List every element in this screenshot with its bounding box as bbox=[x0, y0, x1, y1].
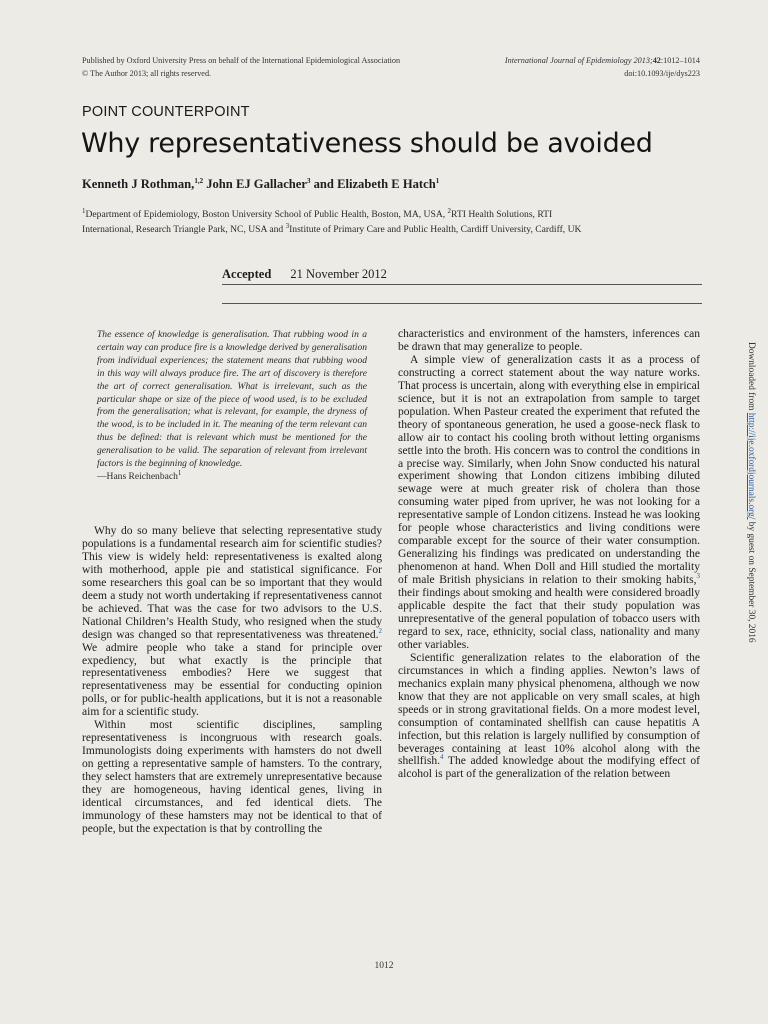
journal-link[interactable]: http://ije.oxfordjournals.org/ bbox=[746, 412, 756, 520]
accepted-info bbox=[222, 267, 387, 282]
journal-info bbox=[440, 55, 700, 80]
affiliation-text: Institute of Primary Care and Public Health, Cardiff University, Cardiff, UK bbox=[289, 224, 582, 235]
affiliation-text: International, Research Triangle Park, NC, USA and bbox=[82, 224, 286, 235]
author-name: John EJ Gallacher bbox=[203, 177, 307, 191]
paragraph-text: We admire people who take a stand for principle over expediency, but what exactly is the principle that representativeness embodies? Here we suggest that representativeness may be essential for conducting opinion polls, or for public-health applications, but it is not a reasonable aim for a scientific study. bbox=[82, 641, 382, 719]
reference-marker: 4 bbox=[440, 753, 444, 762]
paragraph-text: The added knowledge about the modifying effect of alcohol is part of the generalization of the relation between bbox=[398, 755, 700, 781]
left-column bbox=[82, 525, 382, 836]
journal-citation bbox=[440, 55, 700, 68]
affiliation-marker: 3 bbox=[285, 221, 290, 230]
body-paragraph bbox=[398, 354, 700, 652]
affiliation-marker: 1 bbox=[435, 176, 440, 185]
section-label: POINT COUNTERPOINT bbox=[82, 104, 250, 120]
download-note bbox=[746, 342, 756, 643]
affiliation-line bbox=[82, 207, 702, 222]
accepted-divider bbox=[222, 303, 702, 304]
reference-marker: 2 bbox=[378, 626, 382, 635]
body-paragraph: Within most scientific disciplines, sampling representativeness is incongruous with research goals. Immunologists doing experiments with hamsters do not dwell on getting a representative sample of hamsters. To the contrary, they select hamsters that are extremely unrepresentative because they are homogeneous, having identical genes, living in identical circumstances, and fed identical diets. The immunology of these hamsters may not be identical to that of people, but the expectation is that by controlling the bbox=[82, 719, 382, 835]
doi: doi:10.1093/ije/dys223 bbox=[624, 68, 700, 78]
article-title: Why representativeness should be avoided bbox=[81, 128, 653, 159]
journal-pages: :1012–1014 bbox=[660, 56, 700, 65]
author-name: and Elizabeth E Hatch bbox=[310, 177, 436, 191]
epigraph-attribution bbox=[97, 468, 367, 484]
journal-volume: 42 bbox=[652, 56, 661, 65]
reference-marker: 1 bbox=[177, 468, 182, 477]
body-paragraph bbox=[398, 652, 700, 782]
author-list bbox=[82, 177, 439, 192]
download-note-suffix: by guest on September 30, 2016 bbox=[746, 519, 756, 643]
body-paragraph bbox=[82, 525, 382, 719]
paragraph-text: Scientific generalization relates to the elaboration of the circumstances in which a finding applies. Newton’s laws of mechanics explain many physical phenomena, although we now know that they are not applicable on very small scales, at high speeds or in strong gravitational fields. On a more modest level, consumption of contaminated shellfish can cause hepatitis A infection, but this relation is largely nullified by consumption of beverages containing at least 10% alcohol along with the shellfish. bbox=[398, 651, 700, 768]
epigraph-quote: The essence of knowledge is generalisation. That rubbing wood in a certain way can produce fire is a knowledge derived by generalisation from individual experiences; the statement means that rubbing wood in this way will always produce fire. The art of discovery is therefore the art of correct generalisation. What is irrelevant, such as the particular shape or size of the piece of wood used, is to be excluded from the generalisation; what is relevant, for example, the dryness of the wood, is to be included in it. The meaning of the term relevant can thus be defined: that is relevant which must be mentioned for the generalisation to be valid. The separation of relevant from irrelevant factors is the beginning of knowledge. bbox=[97, 329, 367, 470]
publisher-info bbox=[82, 55, 482, 80]
accepted-label: Accepted bbox=[222, 267, 272, 281]
journal-name: International Journal of Epidemiology 2013; bbox=[504, 56, 653, 65]
download-note-prefix: Downloaded from bbox=[746, 342, 756, 413]
accepted-date: 21 November 2012 bbox=[290, 267, 387, 281]
affiliation-marker: 1,2 bbox=[194, 176, 204, 185]
paragraph-text: Why do so many believe that selecting representative study populations is a fundamental research aim for scientific studies? This view is widely held: representativeness is exalted along with motherhood, apple pie and statistical significance. For some researchers this goal can be so important that they would deem a study not worth undertaking if representativeness cannot be achieved. That was the case for two advisors to the U.S. National Children’s Health Study, who resigned when the study design was changed so that representativeness was threatened. bbox=[82, 525, 382, 641]
affiliation-text: RTI Health Solutions, RTI bbox=[451, 209, 553, 220]
copyright-line: © The Author 2013; all rights reserved. bbox=[82, 68, 212, 78]
affiliation-marker: 2 bbox=[447, 206, 452, 215]
affiliation-line bbox=[82, 222, 702, 237]
header-divider bbox=[222, 284, 702, 285]
affiliations bbox=[82, 207, 702, 237]
affiliation-marker: 1 bbox=[82, 206, 86, 215]
reference-marker: 3 bbox=[696, 572, 700, 581]
paragraph-text: their findings about smoking and health were considered broadly applicable despite the fact that their study population was unrepresentative of the general population of tobacco users with regard to sex, race, ethnicity, social class, nationality and many other variables. bbox=[398, 587, 700, 651]
page-number: 1012 bbox=[374, 961, 394, 971]
right-column bbox=[398, 328, 700, 781]
affiliation-text: Department of Epidemiology, Boston University School of Public Health, Boston, MA, USA, bbox=[85, 209, 448, 220]
body-paragraph: characteristics and environment of the hamsters, inferences can be drawn that may generalize to people. bbox=[398, 328, 700, 353]
author-name: Kenneth J Rothman, bbox=[82, 177, 195, 191]
epigraph bbox=[97, 329, 367, 484]
publisher-line: Published by Oxford University Press on behalf of the International Epidemiological Association bbox=[82, 56, 401, 65]
paragraph-text: A simple view of generalization casts it as a process of constructing a correct statement about the way nature works. That process is uncertain, along with everything else in empirical science, but it is not an extrapolation from sample to target population. When Pasteur created the experiment that refuted the theory of spontaneous generation, he used a goose-neck flask to allow air to contact his cooling broth without letting organisms settle into the broth. His concern was to control the conditions in a precise way. Similarly, when John Snow conducted his natural experiment showing that London citizens imbibing diluted sewage were at much greater risk of cholera than those consuming water piped from upriver, he was not looking for a representative sample of London citizens. Instead he was looking for people whose characteristics and living conditions were comparable except for the source of their water consumption. Generalizing his findings was predicated on understanding the phenomenon at hand. When Doll and Hill studied the mortality of male British physicians in relation to their smoking habits, bbox=[398, 353, 700, 587]
affiliation-marker: 3 bbox=[306, 176, 311, 185]
epigraph-author: —Hans Reichenbach bbox=[97, 470, 178, 482]
